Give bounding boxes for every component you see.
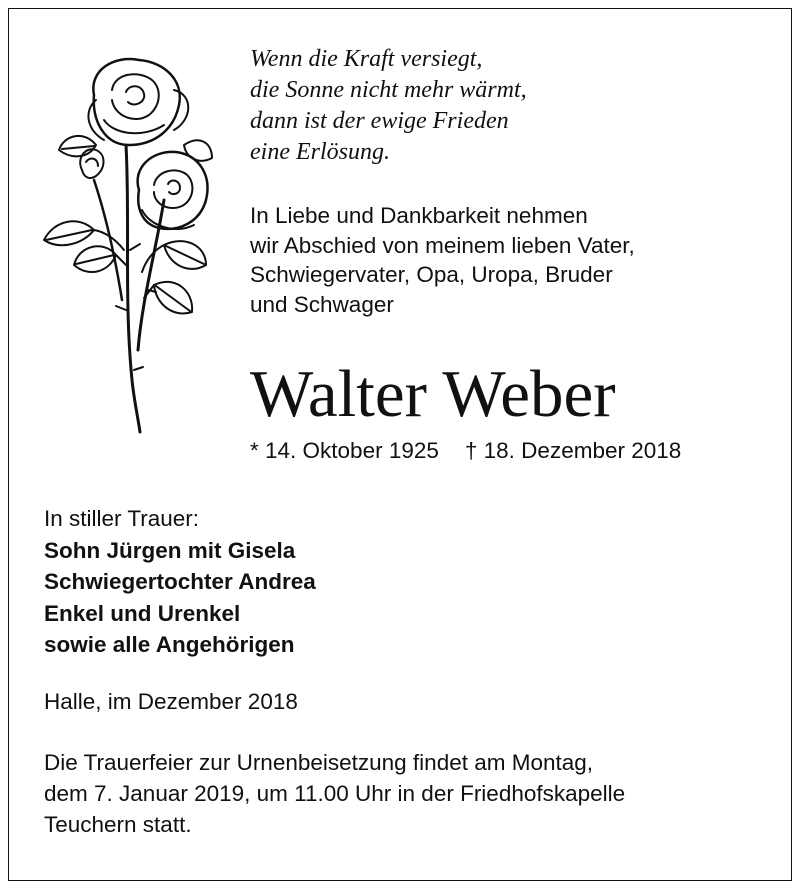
rose-illustration — [34, 50, 214, 440]
mourner-name: Sohn Jürgen mit Gisela — [44, 537, 296, 563]
funeral-line: dem 7. Januar 2019, um 11.00 Uhr in der Friedhofskapelle — [44, 781, 626, 806]
funeral-info — [44, 747, 764, 840]
deceased-name: Walter Weber — [250, 357, 616, 431]
mourner-name: Enkel und Urenkel — [44, 600, 241, 626]
funeral-line: Die Trauerfeier zur Urnenbeisetzung findet am Montag, — [44, 750, 594, 775]
poem-line: die Sonne nicht mehr wärmt, — [250, 77, 527, 103]
mourner-name: sowie alle Angehörigen — [44, 632, 295, 657]
mourners-block — [44, 503, 744, 661]
birth-date: * 14. Oktober 1925 — [250, 438, 439, 463]
mourners-heading: In stiller Trauer: — [44, 506, 200, 531]
poem — [250, 44, 770, 168]
life-dates — [250, 436, 780, 466]
poem-line: Wenn die Kraft versiegt, — [250, 46, 483, 72]
poem-line: eine Erlösung. — [250, 139, 390, 165]
intro-line: wir Abschied von meinem lieben Vater, — [250, 232, 635, 258]
intro-line: In Liebe und Dankbarkeit nehmen — [250, 203, 588, 228]
intro-line: Schwiegervater, Opa, Uropa, Bruder — [250, 262, 613, 287]
intro-line: und Schwager — [250, 291, 394, 317]
funeral-line: Teuchern statt. — [44, 812, 192, 837]
poem-line: dann ist der ewige Frieden — [250, 108, 509, 134]
mourner-name: Schwiegertochter Andrea — [44, 569, 316, 594]
death-date: † 18. Dezember 2018 — [464, 438, 682, 463]
intro-text — [250, 201, 780, 319]
place-date: Halle, im Dezember 2018 — [44, 689, 298, 714]
